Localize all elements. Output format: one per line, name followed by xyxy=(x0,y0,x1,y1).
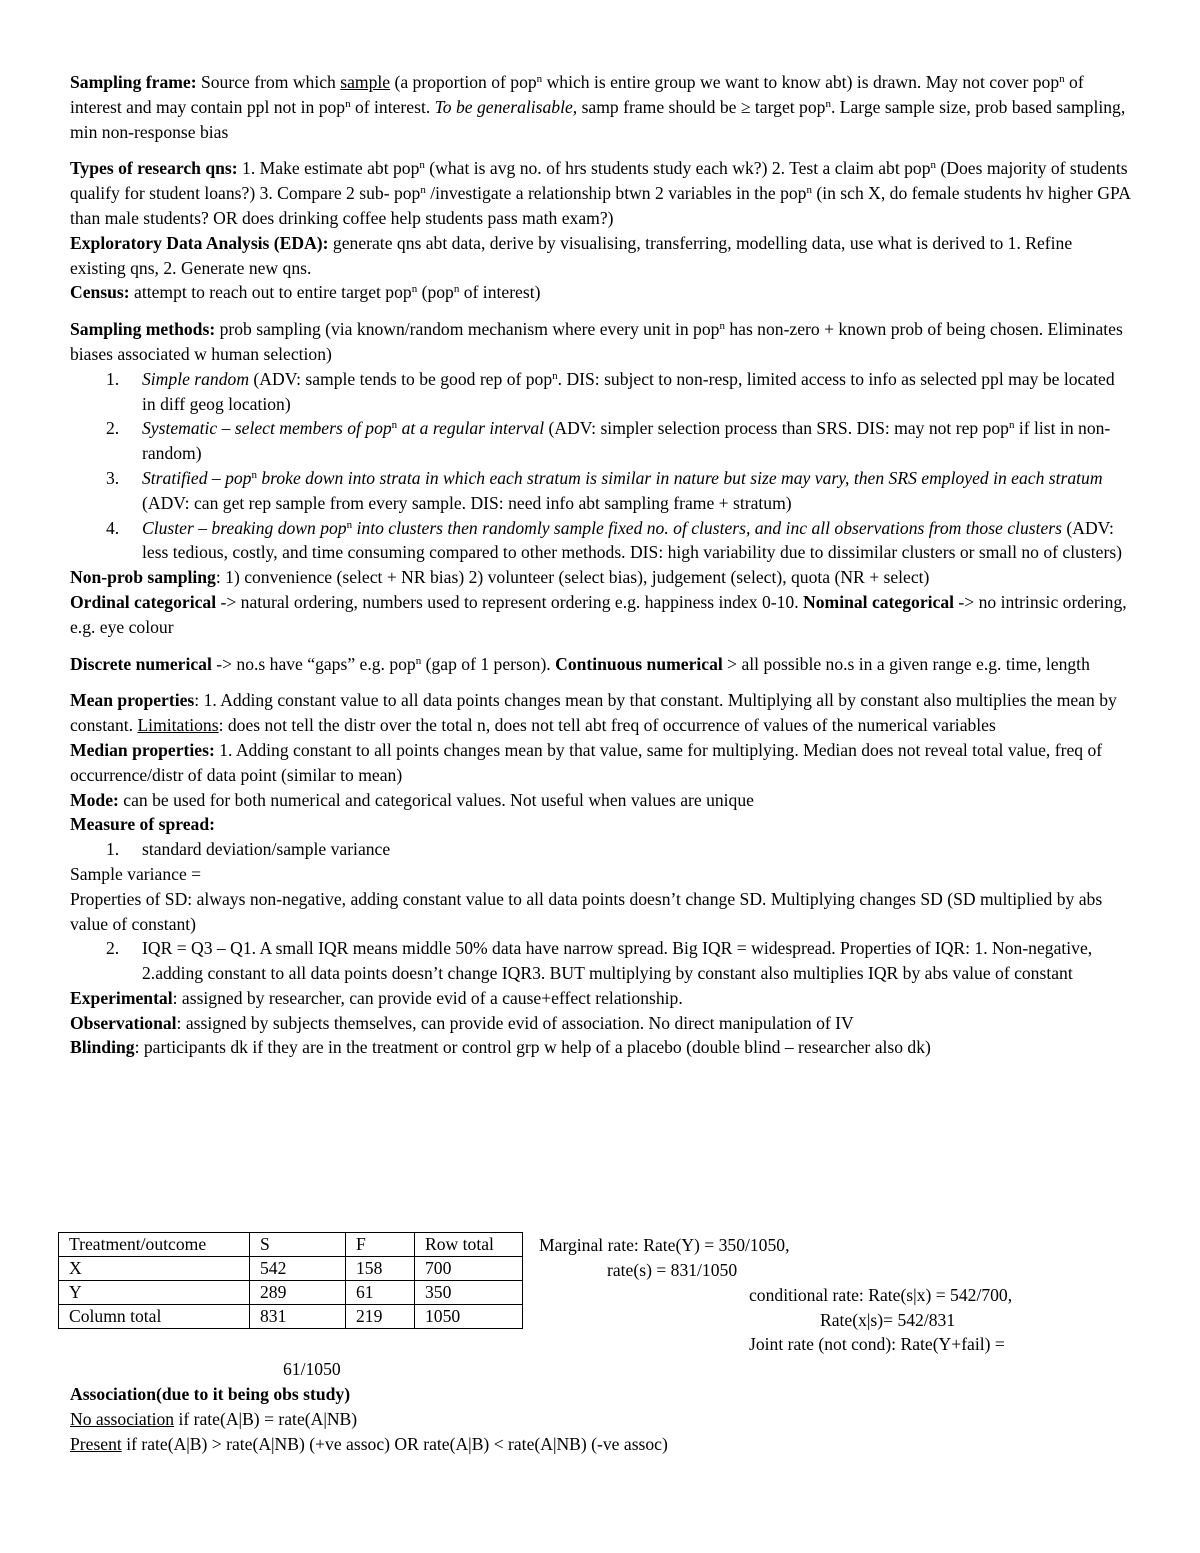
table-cell: X xyxy=(59,1257,250,1281)
superscript: n xyxy=(345,97,351,110)
superscript: n xyxy=(719,320,725,333)
text: Systematic – select members of pop xyxy=(142,418,392,439)
table-cell: Column total xyxy=(59,1305,250,1329)
list-item xyxy=(70,837,1130,862)
text: IQR = Q3 – Q1. A small IQR means middle 50% data have narrow spread. Big IQR = widespread. Properties of IQR: 1. Non-negative, 2.adding constant to all data points doesn’t change IQR3. BUT multiplying by constant also multiplies IQR by abs value of constant xyxy=(142,938,1093,984)
text: Limitations xyxy=(137,715,219,736)
spread-list-1 xyxy=(70,837,1130,862)
table-cell: 1050 xyxy=(415,1305,523,1329)
mode-paragraph xyxy=(70,788,1130,813)
conditional-rate-text: conditional rate: Rate(s|x) = 542/700, xyxy=(749,1285,1013,1305)
superscript: n xyxy=(411,283,418,296)
text: Present xyxy=(70,1434,122,1454)
joint-rate-value: 61/1050 xyxy=(283,1359,341,1379)
term: Sampling methods: xyxy=(70,319,216,340)
text: : 1) convenience (select + NR bias) 2) volunteer (select bias), judgement (select), quota (NR + select) xyxy=(215,567,930,588)
table-row xyxy=(59,1281,523,1305)
text: of interest and may contain ppl not in pop xyxy=(70,72,1084,117)
term: Blinding xyxy=(70,1037,135,1058)
term: Types of research qns: xyxy=(70,158,238,179)
table-header-cell: Row total xyxy=(415,1233,523,1257)
term: Observational xyxy=(70,1012,177,1033)
table-cell: 158 xyxy=(346,1257,415,1281)
observational-paragraph xyxy=(70,1011,1130,1036)
text: : participants dk if they are in the treatment or control grp w help of a placebo (double blind – researcher also dk) xyxy=(134,1037,931,1058)
spread-heading xyxy=(70,812,1130,837)
no-association-line xyxy=(70,1407,357,1432)
present-association-line xyxy=(70,1432,668,1457)
superscript: n xyxy=(806,184,812,197)
list-item xyxy=(70,936,1130,986)
text: : assigned by subjects themselves, can provide evid of association. No direct manipulation of IV xyxy=(176,1012,854,1033)
text: (a proportion of pop xyxy=(390,72,537,92)
text: of interest. xyxy=(350,96,435,117)
superscript: n xyxy=(391,419,398,432)
eda-paragraph xyxy=(70,231,1130,281)
text: Stratified – pop xyxy=(142,467,252,488)
list-number: 2. xyxy=(106,418,120,439)
rate-x-given-s-text: Rate(x|s)= 542/831 xyxy=(820,1310,956,1330)
table-header-row xyxy=(59,1233,523,1257)
table-row xyxy=(59,1257,523,1281)
text: (ADV: sample tends to be good rep of pop xyxy=(249,368,553,389)
mean-paragraph xyxy=(70,688,1130,738)
superscript: n xyxy=(453,283,460,296)
superscript: n xyxy=(930,159,937,172)
term: Median properties: xyxy=(70,739,215,760)
term: Census: xyxy=(70,282,130,303)
text: can be used for both numerical and categorical values. Not useful when values are unique xyxy=(118,789,754,810)
text: No association xyxy=(70,1409,175,1429)
text: (pop xyxy=(417,282,454,303)
text: (ADV: less tedious, costly, and time consuming compared to other methods. DIS: high variability due to dissimilar clusters or small no of clusters) xyxy=(142,517,1123,563)
blinding-paragraph xyxy=(70,1035,1130,1060)
term: Experimental xyxy=(70,987,173,1008)
term: Exploratory Data Analysis (EDA): xyxy=(70,232,329,253)
text: (in sch X, do female students hv higher GPA than male students? OR does drinking coffee help students pass math exam?) xyxy=(70,183,1130,228)
term: Sampling frame: xyxy=(70,72,197,92)
superscript: n xyxy=(251,468,257,481)
text: . Large sample size, prob based sampling, min non-response bias xyxy=(70,96,1126,142)
superscript: n xyxy=(552,369,558,382)
text: (Does majority of students qualify for student loans?) 3. Compare 2 sub- pop xyxy=(70,158,1128,204)
table-cell: 700 xyxy=(415,1257,523,1281)
text: attempt to reach out to entire target pop xyxy=(129,282,412,303)
superscript: n xyxy=(536,73,543,85)
text: (what is avg no. of hrs students study each wk?) 2. Test a claim abt pop xyxy=(424,158,931,179)
text: 1. Adding constant to all points changes mean by that value, same for multiplying. Median does not reveal total value, freq of occurrence/distr of data point (similar to mean) xyxy=(70,739,1103,785)
superscript: n xyxy=(1008,419,1015,432)
text: : does not tell the distr over the total n, does not tell abt freq of occurrence of values of the numerical variables xyxy=(218,715,996,736)
text: generate qns abt data, derive by visualising, transferring, modelling data, use what is derived to 1. Refine existing qns, 2. Generate new qns. xyxy=(70,232,1073,278)
text: To be generalisable, xyxy=(434,96,578,117)
term: Measure of spread: xyxy=(70,814,215,835)
term: Discrete numerical xyxy=(70,653,212,674)
text: -> no intrinsic ordering, e.g. eye colour xyxy=(70,591,1127,637)
list-item xyxy=(70,516,1130,566)
term: Nominal categorical xyxy=(803,591,955,612)
table-header-cell: Treatment/outcome xyxy=(59,1233,250,1257)
table-cell: 831 xyxy=(250,1305,346,1329)
table-cell: 350 xyxy=(415,1281,523,1305)
census-paragraph xyxy=(70,280,1130,305)
superscript: n xyxy=(825,97,831,110)
text: . DIS: subject to non-resp, limited access to info as selected ppl may be located in diff geog location) xyxy=(142,368,1115,414)
sampling-methods-paragraph xyxy=(70,317,1130,367)
experimental-paragraph xyxy=(70,986,1130,1011)
term: Mean properties xyxy=(70,690,195,711)
text: (gap of 1 person). xyxy=(421,653,556,674)
spread-list-2 xyxy=(70,936,1130,986)
superscript: n xyxy=(1059,73,1065,85)
text: if list in non-random) xyxy=(142,418,1111,464)
text: /investigate a relationship btwn 2 variables in the pop xyxy=(425,183,807,204)
text: 1. Make estimate abt pop xyxy=(237,158,420,179)
text: (ADV: simpler selection process than SRS. DIS: may not rep pop xyxy=(544,418,1009,439)
text: Source from which xyxy=(196,72,341,92)
superscript: n xyxy=(415,654,422,667)
list-number: 4. xyxy=(106,517,120,538)
text: > all possible no.s in a given range e.g. time, length xyxy=(722,653,1090,674)
list-number: 2. xyxy=(106,938,120,959)
text: sample xyxy=(340,72,391,92)
table-cell: 542 xyxy=(250,1257,346,1281)
text: : assigned by researcher, can provide evid of a cause+effect relationship. xyxy=(172,987,683,1008)
text: -> natural ordering, numbers used to represent ordering e.g. happiness index 0-10. xyxy=(216,591,804,612)
text: of interest) xyxy=(459,282,541,303)
text: which is entire group we want to know abt) is drawn. May not cover pop xyxy=(542,72,1060,92)
text: at a regular interval xyxy=(397,418,545,439)
table-cell: 289 xyxy=(250,1281,346,1305)
list-number: 1. xyxy=(106,839,120,860)
joint-rate-text: Joint rate (not cond): Rate(Y+fail) = xyxy=(749,1334,1005,1354)
list-item xyxy=(70,367,1130,417)
text: Simple random xyxy=(142,368,250,389)
contingency-table xyxy=(58,1232,523,1329)
table-cell: Y xyxy=(59,1281,250,1305)
term: Continuous numerical xyxy=(555,653,723,674)
categorical-paragraph xyxy=(70,590,1130,640)
text: prob sampling (via known/random mechanism where every unit in pop xyxy=(215,319,720,340)
notes-page xyxy=(70,70,1130,1060)
non-prob-paragraph xyxy=(70,565,1130,590)
numerical-paragraph xyxy=(70,652,1130,677)
text: : 1. Adding constant value to all data points changes mean by that constant. Multiplying all by constant also multiplies the mean by constant. xyxy=(70,690,1117,736)
sample-variance-line: Sample variance = xyxy=(70,863,202,884)
text: (ADV: can get rep sample from every sample. DIS: need info abt sampling frame + stratum) xyxy=(142,492,792,513)
text: standard deviation/sample variance xyxy=(142,839,391,860)
list-item xyxy=(70,466,1130,516)
research-qns-paragraph xyxy=(70,156,1130,230)
term: Association(due to it being obs study) xyxy=(70,1384,351,1404)
table-row xyxy=(59,1305,523,1329)
text: -> no.s have “gaps” e.g. pop xyxy=(211,653,416,674)
list-number: 1. xyxy=(106,368,120,389)
text: has non-zero + known prob of being chosen. Eliminates biases associated w human selection) xyxy=(70,319,1123,364)
superscript: n xyxy=(420,184,426,197)
rate-s-text: rate(s) = 831/1050 xyxy=(607,1260,738,1280)
table-header-cell: S xyxy=(250,1233,346,1257)
median-paragraph xyxy=(70,738,1130,788)
superscript: n xyxy=(419,159,425,172)
text: into clusters then randomly sample fixed no. of clusters, and inc all observations from those clusters xyxy=(352,517,1062,538)
list-item xyxy=(70,416,1130,466)
association-heading xyxy=(70,1382,350,1407)
text: if rate(A|B) > rate(A|NB) (+ve assoc) OR rate(A|B) < rate(A|NB) (-ve assoc) xyxy=(121,1434,668,1454)
table-header-cell: F xyxy=(346,1233,415,1257)
marginal-rate-text: Marginal rate: Rate(Y) = 350/1050, xyxy=(539,1235,790,1255)
superscript: n xyxy=(346,518,353,531)
table-cell: 219 xyxy=(346,1305,415,1329)
sampling-methods-list xyxy=(70,367,1130,565)
sd-properties-paragraph: Properties of SD: always non-negative, adding constant value to all data points doesn’t change SD. Multiplying changes SD (SD multiplied by abs value of constant) xyxy=(70,888,1103,934)
text: broke down into strata in which each stratum is similar in nature but size may vary, then SRS employed in each stratum xyxy=(256,467,1103,488)
text: samp frame should be ≥ target pop xyxy=(577,96,826,117)
sampling-frame-paragraph xyxy=(70,70,1130,144)
term: Ordinal categorical xyxy=(70,591,217,612)
term: Mode: xyxy=(70,789,119,810)
text: Cluster – breaking down pop xyxy=(142,517,347,538)
table-cell: 61 xyxy=(346,1281,415,1305)
term: Non-prob sampling xyxy=(70,567,216,588)
list-number: 3. xyxy=(106,467,120,488)
text: if rate(A|B) = rate(A|NB) xyxy=(174,1409,358,1429)
